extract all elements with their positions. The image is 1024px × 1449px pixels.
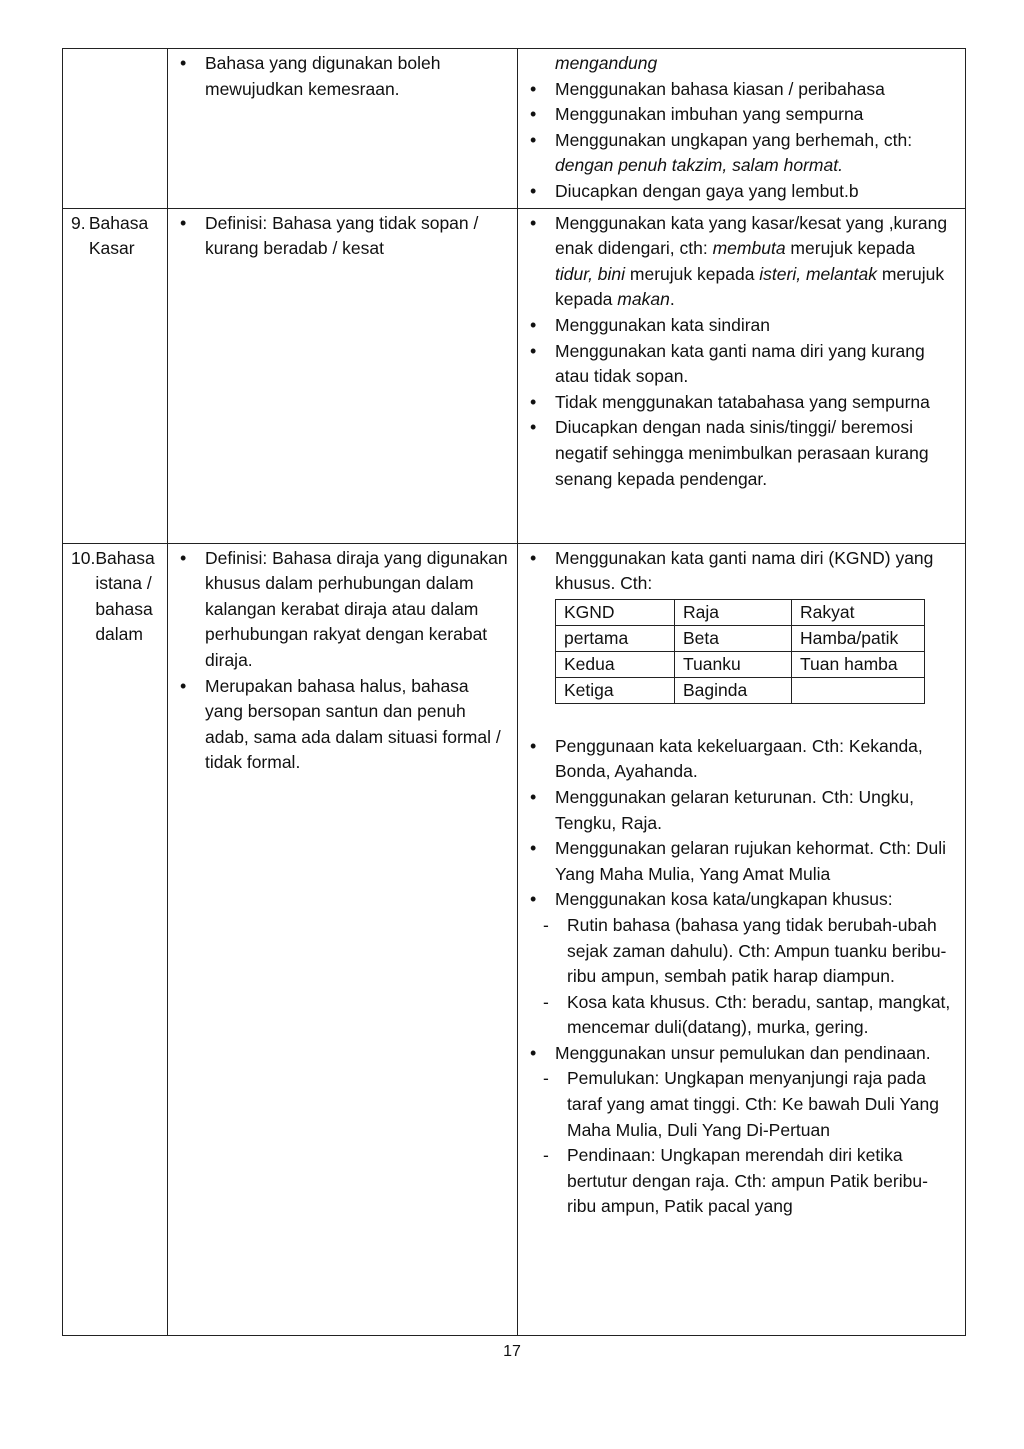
row-number: 9. [71, 212, 86, 233]
sub-list-item: - Pemulukan: Ungkapan menyanjungi raja pada taraf yang amat tinggi. Cth: Ke bawah Duli Yang Maha Mulia, Duli Yang Di-Pertuan [526, 1066, 957, 1143]
kgnd-row [556, 677, 925, 703]
kgnd-cell: KGND [556, 599, 675, 625]
content-table [62, 48, 966, 1336]
kgnd-cell: Rakyat [792, 599, 925, 625]
list-item: • Tidak menggunakan tatabahasa yang sempurna [526, 390, 957, 416]
list-item: • Menggunakan kata ganti nama diri yang kurang atau tidak sopan. [526, 339, 957, 390]
row-label: Bahasa Kasar [88, 212, 149, 259]
list-item: • Bahasa yang digunakan boleh mewujudkan kemesraan. [176, 51, 509, 102]
kgnd-cell: Beta [675, 625, 792, 651]
kgnd-cell: Kedua [556, 651, 675, 677]
table-row [63, 543, 966, 1335]
list-item: • Menggunakan ungkapan yang berhemah, cth: dengan penuh takzim, salam hormat. [526, 128, 957, 179]
list-item: • Penggunaan kata kekeluargaan. Cth: Kekanda, Bonda, Ayahanda. [526, 734, 957, 785]
kgnd-cell: Raja [675, 599, 792, 625]
row-number: 10. [71, 547, 96, 568]
list-item: • Definisi: Bahasa yang tidak sopan / kurang beradab / kesat [176, 211, 509, 262]
kgnd-cell: Tuan hamba [792, 651, 925, 677]
table-row [63, 49, 966, 209]
features-cell [518, 208, 966, 543]
list-item: • Diucapkan dengan nada sinis/tinggi/ beremosi negatif sehingga menimbulkan perasaan kurang senang kepada pendengar. [526, 415, 957, 492]
definition-cell [168, 208, 518, 543]
kgnd-row [556, 651, 925, 677]
row-label: Bahasa istana / bahasa dalam [95, 547, 155, 645]
kgnd-cell: Hamba/patik [792, 625, 925, 651]
list-item: • Menggunakan kata yang kasar/kesat yang ,kurang enak didengari, cth: membuta merujuk kepada tidur, bini merujuk kepada isteri, melantak merujuk kepada makan. [526, 211, 957, 313]
row-label-cell [63, 49, 168, 209]
kgnd-cell [792, 677, 925, 703]
kgnd-cell: pertama [556, 625, 675, 651]
list-item: • Menggunakan kata ganti nama diri (KGND) yang khusus. Cth: [526, 546, 957, 597]
list-item: • Menggunakan bahasa kiasan / peribahasa [526, 77, 957, 103]
features-cell [518, 49, 966, 209]
continued-text: mengandung [555, 53, 658, 73]
table-row [63, 208, 966, 543]
row-label-cell [63, 208, 168, 543]
sub-list-item: - Kosa kata khusus. Cth: beradu, santap, mangkat, mencemar duli(datang), murka, gering. [526, 990, 957, 1041]
row-label-cell [63, 543, 168, 1335]
page-number: 17 [503, 1343, 521, 1360]
list-item: • Menggunakan kata sindiran [526, 313, 957, 339]
list-item: • Diucapkan dengan gaya yang lembut.b [526, 179, 957, 205]
list-item: • Menggunakan imbuhan yang sempurna [526, 102, 957, 128]
kgnd-cell: Tuanku [675, 651, 792, 677]
list-item: • Menggunakan unsur pemulukan dan pendinaan. [526, 1041, 957, 1067]
kgnd-row [556, 599, 925, 625]
list-item: • Definisi: Bahasa diraja yang digunakan khusus dalam perhubungan dalam kalangan kerabat diraja atau dalam perhubungan rakyat dengan kerabat diraja. [176, 546, 509, 674]
kgnd-cell: Ketiga [556, 677, 675, 703]
list-item: • Menggunakan gelaran keturunan. Cth: Ungku, Tengku, Raja. [526, 785, 957, 836]
sub-list-item: - Pendinaan: Ungkapan merendah diri ketika bertutur dengan raja. Cth: ampun Patik beribu-ribu ampun, Patik pacal yang [526, 1143, 957, 1220]
list-item: • Menggunakan gelaran rujukan kehormat. Cth: Duli Yang Maha Mulia, Yang Amat Mulia [526, 836, 957, 887]
kgnd-cell: Baginda [675, 677, 792, 703]
list-item: • Merupakan bahasa halus, bahasa yang bersopan santun dan penuh adab, sama ada dalam situasi formal / tidak formal. [176, 674, 509, 776]
kgnd-table [555, 599, 925, 704]
features-cell [518, 543, 966, 1335]
sub-list-item: - Rutin bahasa (bahasa yang tidak berubah-ubah sejak zaman dahulu). Cth: Ampun tuanku beribu-ribu ampun, sembah patik harap diampun. [526, 913, 957, 990]
kgnd-row [556, 625, 925, 651]
definition-cell [168, 49, 518, 209]
definition-cell [168, 543, 518, 1335]
list-item: • Menggunakan kosa kata/ungkapan khusus: [526, 887, 957, 913]
